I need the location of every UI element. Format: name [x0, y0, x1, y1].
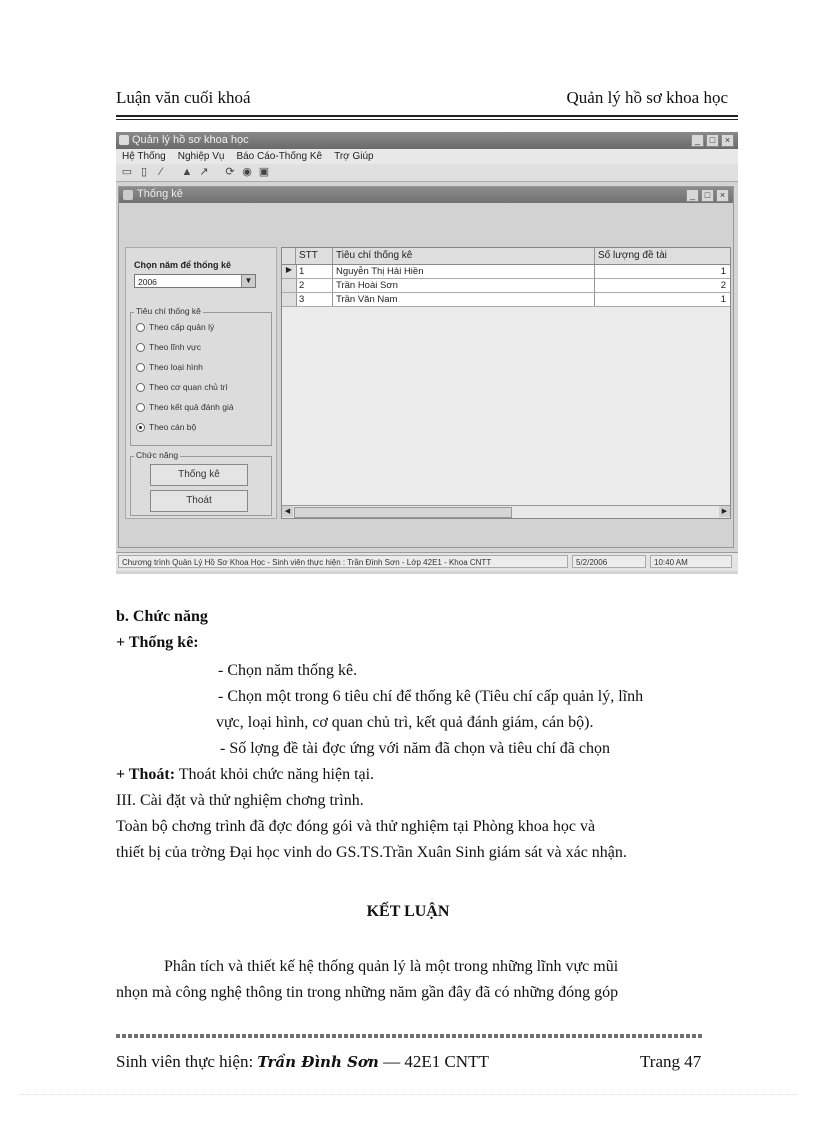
page-header-left: Luận văn cuối khoá	[116, 88, 251, 107]
radio-can-bo[interactable]	[136, 422, 196, 432]
app-icon	[119, 135, 129, 145]
cell-stt: 3	[296, 293, 333, 306]
col-stt[interactable]: STT	[296, 248, 333, 264]
cell-name: Trần Hoài Sơn	[333, 279, 595, 292]
menu-bao-cao-thong-ke[interactable]: Báo Cáo-Thống Kê	[236, 151, 323, 162]
year-label: Chọn năm để thống kê	[134, 260, 232, 270]
paragraph-line: thiết bị của trờng Đại học vinh do GS.TS.Trần Xuân Sinh giám sát và xác nhận.	[116, 844, 627, 861]
status-text: Chương trình Quản Lý Hồ Sơ Khoa Học - Sinh viên thực hiện : Trần Đình Sơn - Lớp 42E1 - Khoa CNTT	[118, 555, 568, 568]
radio-linh-vuc[interactable]	[136, 342, 201, 352]
help-icon[interactable]: ◉	[242, 166, 252, 178]
status-time: 10:40 AM	[650, 555, 732, 568]
footer-name: Trần Đình Sơn	[257, 1053, 379, 1071]
menu-nghiep-vu[interactable]: Nghiệp Vụ	[177, 151, 225, 162]
table-row[interactable]	[282, 279, 730, 293]
toolbar	[116, 164, 738, 182]
col-criterion[interactable]: Tiêu chí thống kê	[333, 248, 595, 264]
radio-ket-qua-danh-gia[interactable]	[136, 402, 234, 412]
statistics-titlebar	[119, 187, 733, 203]
close-icon[interactable]: ×	[721, 134, 734, 147]
app-titlebar	[116, 132, 738, 149]
exit-description: + Thoát: Thoát khỏi chức năng hiện tại.	[116, 766, 375, 783]
app-screenshot	[116, 132, 738, 574]
radio-cap-quan-ly[interactable]	[136, 322, 214, 332]
header-rule	[116, 115, 738, 117]
footer-class: — 42E1 CNTT	[383, 1052, 489, 1071]
child-maximize-icon[interactable]: □	[701, 189, 714, 202]
radio-icon	[136, 363, 145, 372]
app-title: Quản lý hồ sơ khoa học	[132, 134, 249, 146]
grid-header	[282, 248, 730, 265]
exit-button[interactable]: Thoát	[150, 490, 248, 512]
paragraph-line: Toàn bộ chơng trình đã đợc đóng gói và thử nghiệm tại Phòng khoa học và	[116, 818, 596, 835]
statistics-window	[118, 186, 734, 548]
maximize-icon[interactable]: □	[706, 134, 719, 147]
table-row[interactable]	[282, 293, 730, 307]
cell-name: Nguyễn Thị Hải Hiền	[333, 265, 595, 278]
year-select[interactable]	[134, 274, 256, 288]
menu-tro-giup[interactable]: Trợ Giúp	[334, 151, 374, 162]
horizontal-scrollbar[interactable]	[282, 505, 730, 518]
edit-icon[interactable]: ⁄	[160, 166, 162, 178]
conclusion-line: Phân tích và thiết kế hệ thống quản lý là một trong những lĩnh vực mũi	[164, 958, 619, 975]
scroll-left-icon[interactable]: ◀	[282, 506, 293, 517]
tool-icon[interactable]: ↗	[199, 166, 209, 178]
radio-icon	[136, 343, 145, 352]
stat-heading: + Thống kê:	[116, 634, 199, 651]
cell-stt: 2	[296, 279, 333, 292]
info-icon[interactable]: ▣	[258, 166, 270, 178]
radio-icon	[136, 403, 145, 412]
child-close-icon[interactable]: ×	[716, 189, 729, 202]
status-date: 5/2/2006	[572, 555, 646, 568]
criteria-group-label: Tiêu chí thống kê	[136, 306, 201, 316]
open-icon[interactable]: ▭	[121, 166, 133, 178]
table-row[interactable]	[282, 265, 730, 279]
stat-item: - Chọn một trong 6 tiêu chí để thống kê (Tiêu chí cấp quản lý, lĩnh	[218, 688, 644, 705]
menu-bar	[116, 149, 738, 164]
stat-item: - Chọn năm thống kê.	[218, 662, 358, 679]
footer-page: Trang 47	[640, 1052, 702, 1071]
radio-loai-hinh[interactable]	[136, 362, 203, 372]
copy-icon[interactable]: ▯	[140, 166, 148, 178]
section-b-heading: b. Chức năng	[116, 608, 208, 625]
radio-icon	[136, 323, 145, 332]
radio-label: Theo loại hình	[149, 362, 203, 372]
statistics-button[interactable]: Thống kê	[150, 464, 248, 486]
cell-count: 1	[720, 294, 726, 305]
cell-stt: 1	[296, 265, 333, 278]
status-bar	[116, 552, 738, 571]
cell-count: 1	[720, 266, 726, 277]
function-group-label: Chức năng	[136, 450, 179, 460]
conclusion-line: nhọn mà công nghệ thông tin trong những năm gần đây đã có những đóng góp	[116, 984, 619, 1001]
stat-item: - Số lợng đề tài đợc ứng với năm đã chọn và tiêu chí đã chọn	[220, 740, 610, 757]
footer-student	[116, 1052, 489, 1072]
bottom-dotted-line	[20, 1094, 796, 1095]
stat-item-cont: vực, loại hình, cơ quan chủ trì, kết quả đánh giám, cán bộ).	[216, 714, 594, 731]
radio-co-quan-chu-tri[interactable]	[136, 382, 228, 392]
options-panel	[125, 247, 277, 519]
radio-label: Theo cấp quản lý	[149, 322, 215, 332]
footer-prefix: Sinh viên thực hiện:	[116, 1052, 254, 1071]
radio-icon	[136, 383, 145, 392]
year-value: 2006	[138, 277, 157, 287]
radio-label: Theo cán bộ	[149, 422, 197, 432]
print-icon[interactable]: ▲	[181, 166, 193, 178]
window-icon	[123, 190, 133, 200]
radio-selected-icon	[136, 423, 145, 432]
chevron-down-icon[interactable]: ▼	[241, 275, 255, 287]
radio-label: Theo cơ quan chủ trì	[149, 382, 228, 392]
result-grid	[281, 247, 731, 519]
row-pointer-icon: ▶	[282, 265, 297, 278]
scroll-right-icon[interactable]: ▶	[719, 506, 730, 517]
minimize-icon[interactable]: _	[691, 134, 704, 147]
footer-rule	[116, 1034, 702, 1038]
conclusion-title: KẾT LUẬN	[366, 903, 450, 920]
radio-label: Theo lĩnh vực	[149, 342, 201, 352]
col-count[interactable]: Số lượng đề tài	[598, 250, 667, 261]
section-iii-heading: III. Cài đặt và thử nghiệm chơng trình.	[116, 792, 364, 809]
page-header-right: Quản lý hồ sơ khoa học	[566, 88, 728, 107]
menu-he-thong[interactable]: Hệ Thống	[122, 151, 166, 162]
scroll-thumb[interactable]	[294, 507, 512, 518]
cell-count: 2	[720, 280, 726, 291]
cell-name: Trần Văn Nam	[333, 293, 595, 306]
child-minimize-icon[interactable]: _	[686, 189, 699, 202]
refresh-icon[interactable]: ⟳	[225, 166, 235, 178]
header-rule-thin	[116, 119, 738, 120]
radio-label: Theo kết quả đánh giá	[149, 402, 234, 412]
statistics-title: Thống kê	[137, 188, 183, 200]
